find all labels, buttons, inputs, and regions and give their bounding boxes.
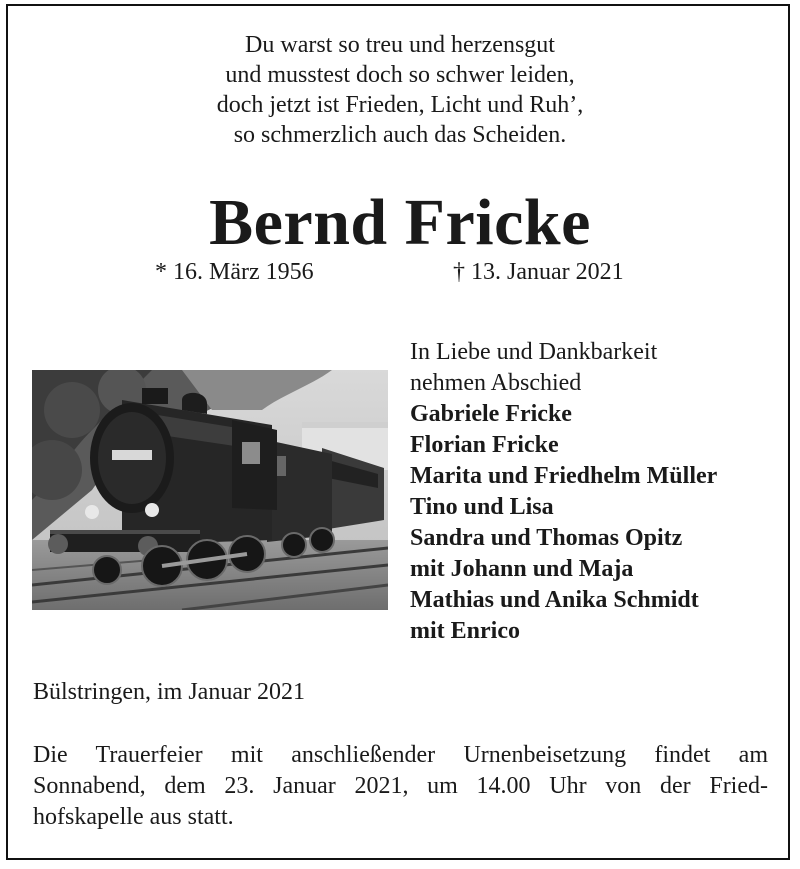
poem-line: und musstest doch so schwer leiden, [225, 62, 575, 88]
mourner-name: mit Enrico [410, 618, 520, 644]
poem-line: Du warst so treu und herzensgut [245, 32, 555, 58]
poem-line: doch jetzt ist Frieden, Licht und Ruh’, [216, 92, 584, 118]
birth-date: * 16. März 1956 [155, 259, 314, 285]
mourner-name: Marita und Friedhelm Müller [410, 463, 718, 489]
deceased-name: Bernd Fricke [209, 186, 591, 259]
poem [0, 30, 800, 150]
funeral-line: hofskapelle aus statt. [33, 804, 234, 830]
mourners-intro-line: In Liebe und Dankbarkeit [410, 339, 658, 365]
poem-line: so schmerzlich auch das Scheiden. [233, 122, 567, 148]
mourner-name: Florian Fricke [410, 432, 559, 458]
funeral-line: Die Trauerfeier mit anschließender Urnenbeisetzung findet am [33, 742, 768, 768]
mourner-name: Mathias und Anika Schmidt [410, 587, 699, 613]
mourner-name: Sandra und Thomas Opitz [410, 525, 683, 551]
mourner-name: Gabriele Fricke [410, 401, 572, 427]
locomotive-photo [32, 370, 388, 610]
funeral-line: Sonnabend, dem 23. Januar 2021, um 14.00 Uhr von der Fried- [33, 773, 768, 799]
place-date: Bülstringen, im Januar 2021 [33, 679, 305, 705]
funeral-details [33, 740, 768, 833]
mourners-list [410, 337, 717, 647]
mourners-intro-line: nehmen Abschied [410, 370, 582, 396]
mourner-name: Tino und Lisa [410, 494, 554, 520]
mourner-name: mit Johann und Maja [410, 556, 634, 582]
death-date: † 13. Januar 2021 [453, 259, 624, 285]
